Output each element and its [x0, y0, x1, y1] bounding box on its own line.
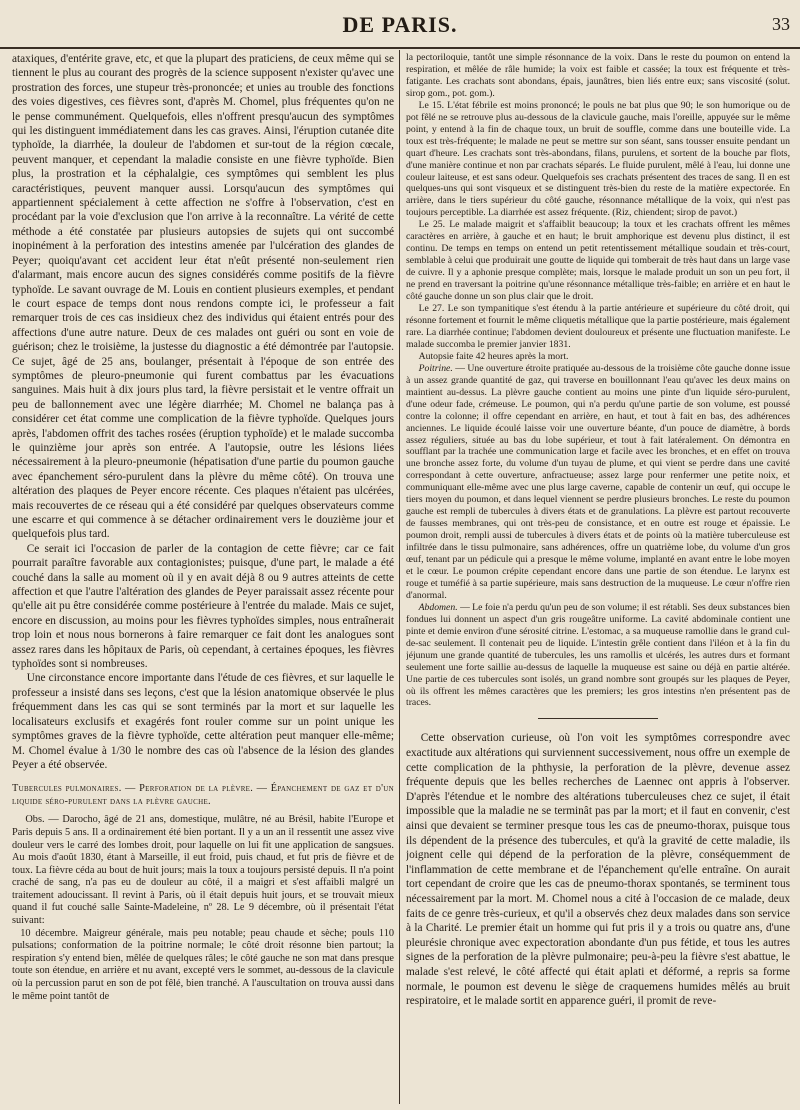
paragraph-text: — Une ouverture étroite pratiquée au-dessous de la troisième côte gauche donne issue à un assez grande quantité de gaz, qui traverse en bouillonnant l'eau qu'avec les deux mains on maintient au-dessus. La plèvre gauche contient au moins une pinte d'un liquide séro-purulent, d'une odeur fade, crémeuse. Le poumon, qui n'a perdu qu'une partie de son volume, est poussé contre la colonne; il offre cependant en arrière, en haut, et tout à fait en bas, des adhérences anciennes. Le liquide écoulé laisse voir une ouverture béante, d'un pouce de diamètre, à bords assez réguliers, située au bas du lobe supérieur, et tout à fait latéralement. On démontra en soufflant par la trachée une communication large et facile avec les bronches, et en effet on trouva une bronche assez forte, du volume d'un tuyau de plume, et qui vient se perdre dans une cavité correspondant à cette ouverture, anfractueuse; assez large pour renfermer une petite noix, et communiquant elle-même avec une plus large caverne, capable de contenir un œuf, qui occupe le tiers moyen du poumon, et dans lequel viennent se perdre plusieurs bronches. Le reste du poumon gauche est rempli de tubercules à divers états et de granulations. La plèvre est partout recouverte de fausses membranes, qui ont très-peu de consistance, et en outre est rouge et épaissie. Le poumon droit, rempli aussi de tubercules à divers états et de points où la matière tuberculeuse est infiltrée dans le tissu pulmonaire, sans adhérences, offre un quatrième lobe, du volume d'un gros œuf, tenant par un pédicule qui a presque le même volume, implanté en avant entre le lobe moyen et le cœur. Le poumon crépite cependant encore dans une partie de son étendue. Le larynx est rouge et tuméfié à sa partie supérieure, mais sans destruction de la muqueuse. Le cœur n'offre rien d'anormal. [406, 362, 790, 601]
paragraph: ataxiques, d'entérite grave, etc, et que la plupart des praticiens, de ceux même qui se tiennent le plus au courant des progrès de la science supposent n'exister qu'avec une prostration des forces, une stupeur très-prononcée; et unies au trouble des fonctions des voies digestives, ces fièvres sont, d'après M. Chomel, plus fréquentes qu'on ne le pense communément. Quelquefois, elles n'offrent presqu'aucun des symptômes qui les distinguent immédiatement dans les cas graves. Ainsi, l'éruption cutanée dite typhoïde, la diarrhée, la douleur de l'abdomen et sur-tout de la région cœcale, peuvent manquer, et cependant la maladie consiste en une fièvre typhoïde. Bien plus, la prostration et la céphalalgie, ces symptômes qui semblent les plus caractéristiques, peuvent manquer aussi. Lorsqu'aucun des symptômes qui appartiennent spécialement à cette affection ne s'offre à l'observation, c'est en procédant par la voie d'exclusion que l'on arrive à la reconnaître. La vérité de cette méthode a été constatée par plusieurs autopsies de sujets qui ont succombé inopinément à la perforation des intestins amenée par l'ulcération des glandes de Peyer; quoiqu'avant cet accident leur état n'eût présenté non-seulement rien d'alarmant, mais encore aucun des signes considérés comme positifs de la fièvre typhoïde. Le savant ouvrage de M. Louis en contient plusieurs exemples, et pendant le court espace de temps dont nous rendons compte ici, le professeur a fait remarquer trois de ces cas insidieux chez des individus qui étaient entrés pour des affections d'une autre nature. Deux de ces malades ont guéri ou sont en voie de guérison; chez le troisième, la justesse du diagnostic a été démontrée par l'autopsie. Ce sujet, âgé de 25 ans, boulanger, présentait à l'époque de son entrée des symptômes de pleuro-pneumonie qui furent combattus par les évacuations sanguines. Mais huit à dix jours plus tard, la fièvre persistait et le ventre offrait un peu de ballonnement avec une légère diarrhée; M. Chomel ne balança pas à considérer cet état comme une complication de la fièvre typhoïde. Quelques jours après, l'abdomen offrit des taches rosées (éruption typhoïde) et le malade succomba le quinzième jour après son entrée. A l'autopsie, outre les lésions liées nécessairement à la pleuro-pneumonie (hépatisation d'une partie du poumon gauche avec épanchement séro-purulent dans la plèvre du même côté). On trouva une altération des plaques de Peyer encore récente. Ces plaques n'étaient pas ulcérées, mais recouvertes de ce réseau qui a été considéré par quelques observateurs comme une escarre et qui commence à se détacher ordinairement vers le douzième jour et quelquefois plus tard. [12, 53, 394, 541]
left-column [12, 52, 394, 1102]
section-title: Tubercules pulmonaires. — Perforation de la plèvre. — Épanchement de gaz et d'un liquide séro-purulent dans la plèvre gauche. [12, 783, 394, 808]
subhead-poitrine: Poitrine. [418, 362, 453, 374]
paragraph: Le 25. Le malade maigrit et s'affaiblit beaucoup; la toux et les crachats offrent les mêmes caractères en arrière, à gauche et en haut; le bruit amphorique est devenu plus distinct, il est continu. De temps en temps on entend un petit retentissement métallique soudain et très-court, semblable à celui que produirait une goutte de liquide qui tomberait de très haut dans un large vase de cuivre. Il y a aphonie presque complète; mais, lorsque le malade produit un son un peu fort, il ne prend en traversant la poitrine qu'une résonnance métallique très-faible; en arrière et en haut le côté gauche donne un son plus clair que le droit. [406, 219, 790, 303]
paragraph: Cette observation curieuse, où l'on voit les symptômes correspondre avec exactitude aux altérations qui surviennent successivement, nous offre un exemple de cette complication de la phthysie, la perforation de la plèvre, devenue assez fréquente depuis que les belles recherches de Laennec ont appris à l'observer. D'après l'étendue et le nombre des altérations tuberculeuses chez ce sujet, il était impossible que la maladie ne se terminât pas par la mort; et il faut en convenir, c'est ainsi que devaient se terminer presque tous les cas de pneumo-thorax, puisque tous ils dépendent de la présence des tubercules, et qu'à la gravité de cette maladie, ils joignent celle qui dépend de la perforation de la plèvre, conséquemment de l'inflammation de cette membrane et de l'épanchement qu'elle entraîne. On aurait tort cependant de croire que les cas de pneumo-thorax spontanés, se terminent tous nécessairement par la mort. M. Chomel nous a cité à l'occasion de ce malade, deux faits de ce genre très-curieux, et qu'il a observés chez deux malades dans son service à la Charité. Le premier était un homme qui fut pris il y a trois ou quatre ans, d'une pleurésie chronique avec expectoration abondante d'un pus fétide, et tous les autres signes de la perforation de la plèvre pulmonaire; peu-à-peu la fièvre s'est abattue, le malade s'est relevé, le côté affecté qui était aplati et déformé, a repris sa forme normale, le poumon est devenu le siège de craquemens humides mêlés au bruit respiratoire, et le malade sortit en apparence guéri, il promit de reve- [406, 732, 790, 1008]
observation-paragraph: Obs. — Darocho, âgé de 21 ans, domestique, mulâtre, né au Brésil, habite l'Europe et Paris depuis 5 ans. Il a ordinairement été bien portant. Il y a un an il ressentit une assez vive douleur vers le carré des lombes droit, pour laquelle on lui fit une application de sangsues. Au mois d'août 1830, étant à Marseille, il eut froid, puis chaud, et fut pris de fièvre et de toux. La fièvre céda au bout de huit jours; mais la toux a toujours persisté depuis. Il n'a point craché de sang, n'a pas eu de douleur au côté, il a maigri et s'est affaibli malgré un traitement adoucissant. Il revint à Paris, où il était depuis huit jours, et se trouvait mieux quand il fut couché salle Sainte-Madeleine, nº 28. Le 9 décembre, où il présentait l'état suivant: [12, 814, 394, 927]
section-rule [538, 718, 658, 719]
paragraph: Autopsie faite 42 heures après la mort. [418, 350, 569, 362]
page-number: 33 [772, 14, 790, 34]
paragraph-poitrine [406, 363, 790, 602]
page-header [0, 0, 800, 50]
observation-paragraph: 10 décembre. Maigreur générale, mais peu notable; peau chaude et sèche; pouls 110 pulsations; conformation de la poitrine normale; le côté droit résonne bien partout; la respiration s'y entend bien, mêlée de quelques râles; le côté gauche ne son mat dans presque toute son étendue, en arrière et nu avant, excepté vers le sommet, au-dessous de la clavicule où la percussion parut en son de pot fêlé, bien tranché. A l'auscultation on trouva aussi dans le même point tantôt de [12, 927, 394, 1002]
paragraph: Le 27. Le son tympanitique s'est étendu à la partie antérieure et supérieure du côté droit, qui résonne fortement et fournit le même cliquetis métallique que la partie postérieure, mais également rare. La diarrhée continue; l'abdomen devient douloureux et présente une fluctuation manifeste. Le malade succomba le premier janvier 1831. [406, 303, 790, 350]
column-divider [399, 50, 400, 1104]
header-rule [0, 47, 800, 49]
running-title: DE PARIS. [342, 12, 458, 37]
paragraph: la pectoriloquie, tantôt une simple résonnance de la voix. Dans le reste du poumon on entend la respiration, et mêlée de râle humide; la voix est faible et cassée; la toux est fréquente et très-fatigante. Les crachats sont abondans, épais, jaunâtres, bien liés entre eux; sans viscosité (solut. sirop gom., pot. gom.). [406, 52, 790, 99]
paragraph: Une circonstance encore importante dans l'étude de ces fièvres, et sur laquelle le professeur a insisté dans ses leçons, c'est que la lésion anatomique observée le plus fréquemment dans les cas qui se sont terminés par la mort et sur laquelle les localisateurs exclusifs et exagérés font rouler comme sur un point unique les symptômes graves de la fièvre typhoïde, cette altération peut manquer elle-même; M. Chomel évalue à 1/30 le nombre des cas où l'absence de la lésion des glandes Peyer a été observée. [12, 672, 394, 771]
right-column [406, 52, 790, 1102]
paragraph-text: — Le foie n'a perdu qu'un peu de son volume; il est rétabli. Ses deux substances bien fondues lui donnent un aspect d'un gris rougeâtre uniforme. La cavité abdominale contient une pinte et demie environ d'une sérosité citrine. L'estomac, a sa muqueuse ramollie dans le grand cul-de-sac seulement. Il contenait peu de liquide. L'intestin grêle contient dans l'iléon et à la fin du jéjunum une grande quantité de tubercules, les uns ramollis et ulcérés, les autres durs et formant seulement une forte saillie au-dessus de laquelle la muqueuse est saine ou déjà en partie altérée. Une partie de ces tubercules sont isolés, un grand nombre sont groupés sur les plaques de Peyer, où ils offrent les mêmes caractères que les premiers; les gros intestins n'en présentent pas de traces. [406, 601, 790, 709]
subhead-abdomen: Abdomen. [418, 601, 458, 613]
paragraph: Le 15. L'état fébrile est moins prononcé; le pouls ne bat plus que 90; le son humorique ou de pot fêlé ne se retrouve plus au-dessous de la clavicule gauche, mais l'oreille, appuyée sur le même point, y entend à la fin de chaque toux, un bruit de souffle, comme dans une bouteille vide. La toux est très-fréquente; le malade ne peut se mettre sur son séant, sans tousser ensuite pendant un quart d'heure. Les crachats sont très-abondans, filans, purulens, et sortent de la bouche par flots, d'une manière continue et non par crachats séparés. Le fluide purulent, mêlé à l'eau, lui donne une couleur laiteuse, et est sans odeur. Quelquefois ses crachats présentent des traces de sang. Il en est quelques-uns qui sont visqueux et se distinguent très-bien du reste de la matière expectorée. En arrière, dans le tiers supérieur du côté gauche, résonnance métallique de la voix, qui n'est pas toujours perceptible. La diarrhée est assez fréquente. (Riz, chiendent; sirop de pavot.) [406, 99, 790, 219]
paragraph-abdomen [406, 602, 790, 710]
paragraph: Ce serait ici l'occasion de parler de la contagion de cette fièvre; car ce fait pourrait paraître favorable aux contagionistes; puisque, d'une part, le malade a été couché dans la salle au moment où il y en avait déjà 8 ou 9 autres atteints de cette affection et que l'autre l'altération des glandes de Peyer paraissait assez récente pour qu'elle ait pu être considérée comme postérieure à l'entrée du malade. Mais ce sujet, encore en discussion, au moins pour les fièvres typhoïdes simples, nous entraînerait trop loin et nous nous bornerons à faire remarquer ce fait dont les analogues sont assez rares dans les hôpitaux de Paris, où cependant, à certaines époques, les fièvres typhoïdes sont si nombreuses. [12, 542, 394, 671]
